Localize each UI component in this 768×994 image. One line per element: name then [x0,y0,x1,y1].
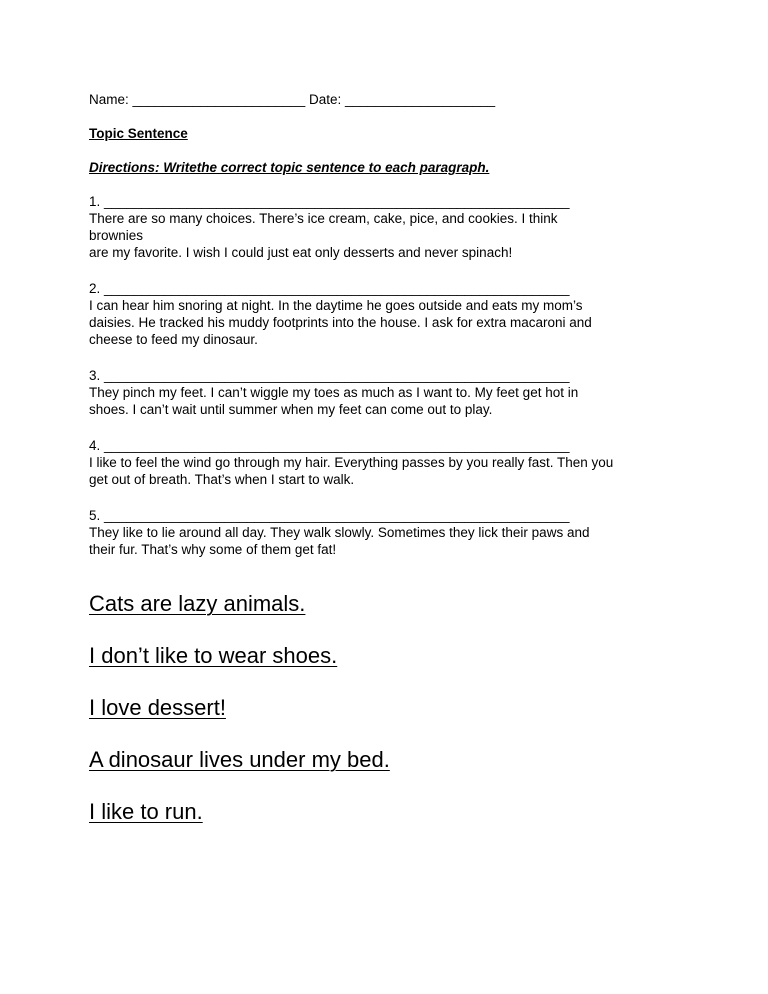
answer-blank: 4. ______________________________________________________________ [89,438,570,453]
answer-blank: 5. ______________________________________________________________ [89,508,570,523]
paragraph-item-4 [89,438,689,488]
paragraph-line: They pinch my feet. I can’t wiggle my toes as much as I want to. My feet get hot in [89,385,579,400]
paragraph-line: their fur. That’s why some of them get fat! [89,542,337,557]
directions-text: Directions: Writethe correct topic sentence to each paragraph. [89,160,490,175]
paragraph-item-1 [89,194,689,261]
topic-sentence-bank [89,591,390,851]
paragraph-line: daisies. He tracked his muddy footprints into the house. I ask for extra macaroni and [89,315,592,330]
topic-sentence-option: I love dessert! [89,695,226,720]
paragraph-item-2 [89,281,689,348]
topic-sentence-option: I don’t like to wear shoes. [89,643,338,668]
topic-sentence-option: A dinosaur lives under my bed. [89,747,390,772]
paragraph-line: cheese to feed my dinosaur. [89,332,258,347]
worksheet-title: Topic Sentence [89,126,188,141]
paragraph-item-3 [89,368,689,418]
topic-sentence-option: I like to run. [89,799,203,824]
topic-sentence-option: Cats are lazy animals. [89,591,306,616]
paragraph-line: brownies [89,228,144,243]
paragraph-line: shoes. I can’t wait until summer when my feet can come out to play. [89,402,493,417]
name-date-line: Name: _______________________ Date: ____________________ [89,92,496,107]
answer-blank: 2. ______________________________________________________________ [89,281,570,296]
paragraph-line: They like to lie around all day. They walk slowly. Sometimes they lick their paws and [89,525,590,540]
worksheet-body [89,92,689,578]
answer-blank: 3. ______________________________________________________________ [89,368,570,383]
paragraph-line: I like to feel the wind go through my hair. Everything passes by you really fast. Then you [89,455,614,470]
paragraph-line: are my favorite. I wish I could just eat only desserts and never spinach! [89,245,513,260]
paragraph-line: There are so many choices. There’s ice cream, cake, pice, and cookies. I think [89,211,558,226]
paragraph-line: I can hear him snoring at night. In the daytime he goes outside and eats my mom’s [89,298,583,313]
answer-blank: 1. ______________________________________________________________ [89,194,570,209]
paragraph-line: get out of breath. That’s when I start to walk. [89,472,355,487]
paragraph-item-5 [89,508,689,558]
